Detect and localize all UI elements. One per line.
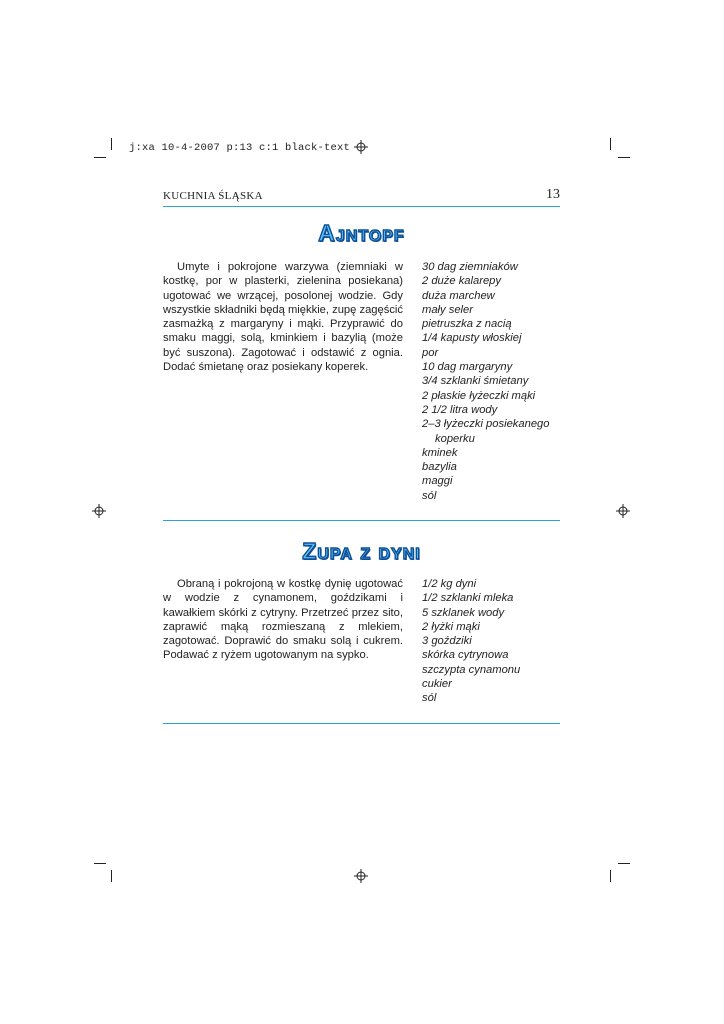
ingredient: 2 płaskie łyżeczki mąki <box>422 389 536 402</box>
recipe-description-text: Obraną i pokrojoną w kostkę dynię ugotować w wodzie z cynamonem, goździkami i kawałkiem skórki z cytryny. Przetrzeć przez sito, zaprawić mąką rozmieszaną z mlekiem, zagotować. Doprawić do smaku solą i cukrem. Podawać z ryżem ugotowanym na sypko. <box>163 578 403 662</box>
ingredient: 3/4 szklanki śmietany <box>422 375 529 388</box>
ingredient: skórka cytrynowa <box>422 649 509 662</box>
ingredient: 1/2 kg dyni <box>422 578 477 590</box>
recipe-description <box>163 577 403 663</box>
ingredient: pietruszka z nacią <box>422 318 512 331</box>
registration-mark-icon <box>616 504 630 518</box>
crop-mark-icon <box>111 870 112 882</box>
ingredient: por <box>422 346 439 359</box>
ingredient: mały seler <box>422 303 473 316</box>
ingredient-list <box>422 260 572 503</box>
section-divider <box>163 520 560 521</box>
crop-mark-icon <box>618 157 630 158</box>
ingredient: 10 dag margaryny <box>422 361 513 374</box>
ingredient: 1/2 szklanki mleka <box>422 592 514 605</box>
crop-mark-icon <box>618 863 630 864</box>
ingredient: 30 dag ziemniaków <box>422 261 518 273</box>
ingredient: cukier <box>422 678 452 691</box>
crop-mark-icon <box>610 870 611 882</box>
ingredient: kminek <box>422 446 458 459</box>
registration-mark-icon <box>92 504 106 518</box>
crop-mark-icon <box>111 138 112 150</box>
recipe-description-text: Umyte i pokrojone warzywa (ziemniaki w kostkę, por w plasterki, zielenina posiekana) ugotować we wrzącej, posolonej wodzie. Gdy wszystkie składniki będą miękkie, zupę zagęścić zasmażką z margaryny i mąki. Przyprawić do smaku maggi, solą, kminkiem i bazylią (może być suszona). Zagotować i odstawić z ognia. Dodać śmietanę oraz posiekany koperek. <box>163 261 404 374</box>
ingredient: sól <box>422 692 437 705</box>
ingredient: koperku <box>435 432 475 445</box>
recipe-description <box>163 260 403 374</box>
ingredient: 2–3 łyżeczki posiekanego <box>422 418 550 431</box>
recipe-title: Zupa z dyni <box>302 538 421 564</box>
registration-mark-icon <box>354 140 368 154</box>
page-number: 13 <box>546 187 560 202</box>
ingredient: 5 szklanek wody <box>422 606 505 619</box>
ingredient: 2 duże kalarepy <box>422 275 501 288</box>
recipe-title: Ajntopf <box>318 220 405 246</box>
ingredient: szczypta cynamonu <box>422 663 521 676</box>
ingredient: 3 goździki <box>422 635 472 648</box>
running-title: KUCHNIA ŚLĄSKA <box>163 190 263 202</box>
ingredient: 1/4 kapusty włoskiej <box>422 332 522 345</box>
ingredient: duża marchew <box>422 289 495 302</box>
ingredient: maggi <box>422 475 453 488</box>
page-header <box>163 188 560 207</box>
crop-mark-icon <box>94 157 106 158</box>
crop-mark-icon <box>94 863 106 864</box>
registration-mark-icon <box>354 869 368 883</box>
ingredient-list <box>422 577 572 706</box>
ingredient: 2 1/2 litra wody <box>422 403 498 416</box>
ingredient: bazylia <box>422 461 457 474</box>
section-divider <box>163 723 560 724</box>
ingredient: 2 łyżki mąki <box>422 620 480 633</box>
crop-mark-icon <box>610 138 611 150</box>
ingredient: sól <box>422 489 437 502</box>
print-slug: j:xa 10-4-2007 p:13 c:1 black-text <box>129 142 351 154</box>
